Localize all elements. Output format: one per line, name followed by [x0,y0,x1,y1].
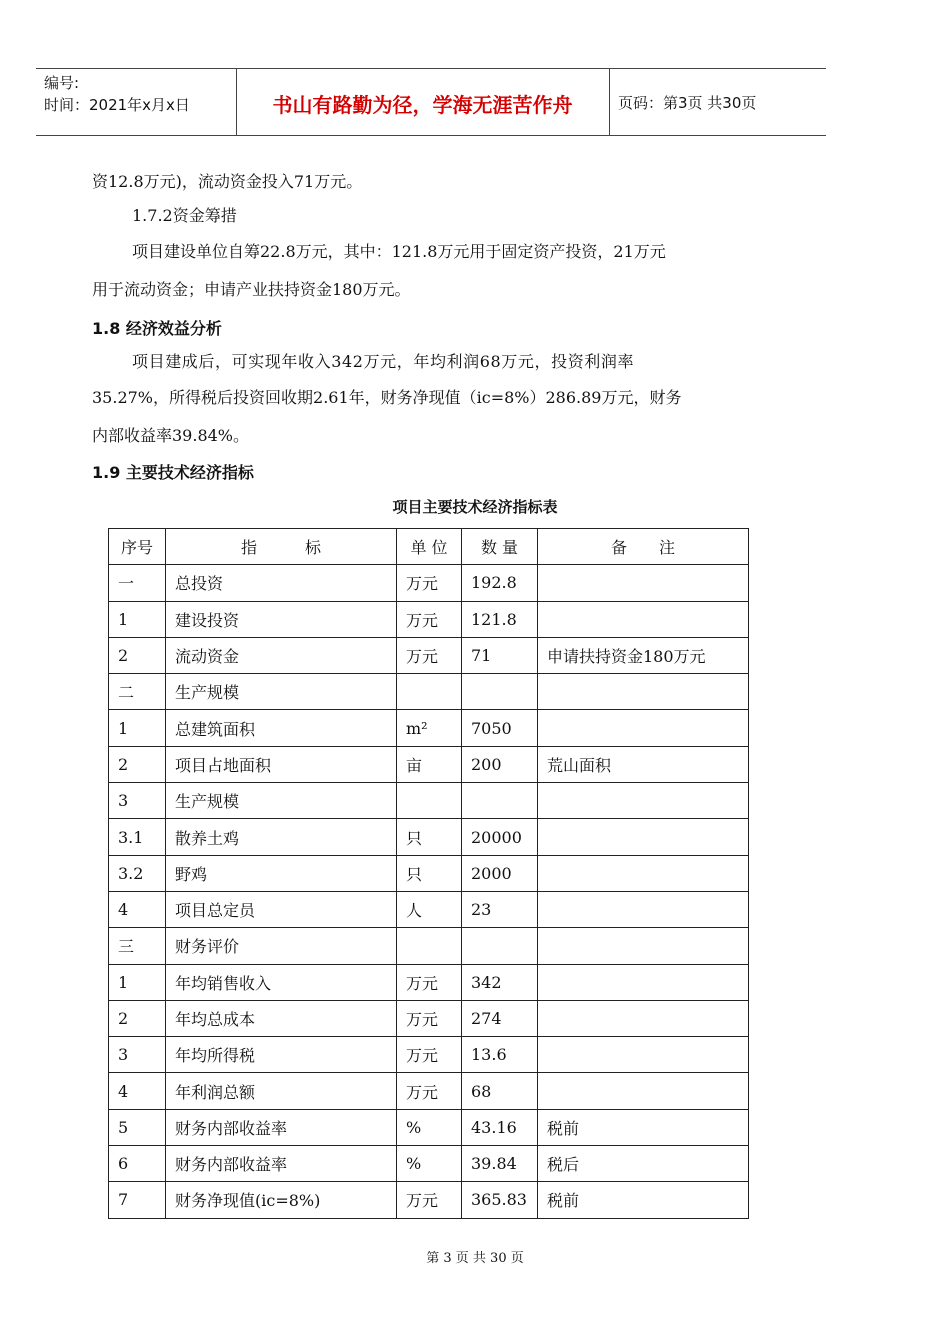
unit-cell: 万元 [397,565,462,601]
quantity-cell: 23 [462,891,538,927]
table-row [109,601,749,637]
quantity-cell [462,674,538,710]
indicator-cell: 项目总定员 [166,891,397,927]
indicator-cell: 生产规模 [166,783,397,819]
unit-cell: % [397,1109,462,1145]
header-top-rule [36,68,826,69]
table-row [109,746,749,782]
unit-cell: 万元 [397,637,462,673]
row-index-cell: 5 [109,1109,166,1145]
header-bottom-rule [36,135,826,136]
table-title: 项目主要技术经济指标表 [392,498,558,516]
row-index-cell: 6 [109,1146,166,1182]
unit-cell: % [397,1146,462,1182]
table-row [109,1073,749,1109]
unit-cell: 万元 [397,1000,462,1036]
table-header-row [109,529,749,565]
indicator-cell: 散养土鸡 [166,819,397,855]
row-index-cell: 1 [109,710,166,746]
indicator-cell: 财务评价 [166,928,397,964]
indicator-cell: 年均总成本 [166,1000,397,1036]
quantity-cell: 200 [462,746,538,782]
quantity-cell: 13.6 [462,1037,538,1073]
row-index-cell: 3.2 [109,855,166,891]
unit-cell: 万元 [397,1182,462,1218]
row-index-cell: 3 [109,1037,166,1073]
row-index-cell: 4 [109,1073,166,1109]
quantity-cell: 2000 [462,855,538,891]
header-motto: 书山有路勤为径，学海无涯苦作舟 [272,93,573,117]
unit-cell: 只 [397,819,462,855]
header-cell: 指 标 [166,529,397,565]
paragraph-line: 35.27%，所得税后投资回收期2.61年，财务净现值（ic=8%）286.89万元，财务 [92,388,682,407]
header-cell: 单 位 [397,529,462,565]
row-index-cell: 2 [109,637,166,673]
indicator-cell: 财务内部收益率 [166,1109,397,1145]
paragraph-line: 用于流动资金；申请产业扶持资金180万元。 [92,280,411,299]
section-subtitle: 1.7.2资金筹措 [132,206,237,225]
indicator-cell: 建设投资 [166,601,397,637]
remark-cell: 税后 [538,1146,749,1182]
remark-cell: 税前 [538,1109,749,1145]
table-row [109,1182,749,1218]
table-row [109,1109,749,1145]
header-meta [44,72,190,116]
remark-cell: 申请扶持资金180万元 [538,637,749,673]
indicator-cell: 总投资 [166,565,397,601]
table-row [109,674,749,710]
quantity-cell [462,928,538,964]
unit-cell: m² [397,710,462,746]
table-row [109,637,749,673]
header-cell: 备 注 [538,529,749,565]
section-heading: 1.8 经济效益分析 [92,319,222,338]
document-number: 编号: [44,74,80,92]
indicator-cell: 项目占地面积 [166,746,397,782]
row-index-cell: 1 [109,601,166,637]
indicator-cell: 年利润总额 [166,1073,397,1109]
quantity-cell: 43.16 [462,1109,538,1145]
unit-cell [397,674,462,710]
quantity-cell: 20000 [462,819,538,855]
header-cell: 序号 [109,529,166,565]
row-index-cell: 1 [109,964,166,1000]
quantity-cell: 68 [462,1073,538,1109]
quantity-cell [462,783,538,819]
table-row [109,1146,749,1182]
header-divider [609,68,610,136]
unit-cell: 只 [397,855,462,891]
quantity-cell: 365.83 [462,1182,538,1218]
indicator-cell: 总建筑面积 [166,710,397,746]
table-row [109,1000,749,1036]
indicator-cell: 财务净现值(ic=8%) [166,1182,397,1218]
remark-cell [538,928,749,964]
table-row [109,1037,749,1073]
table-row [109,819,749,855]
unit-cell: 万元 [397,601,462,637]
header-cell: 数 量 [462,529,538,565]
indicator-cell: 财务内部收益率 [166,1146,397,1182]
table-row [109,891,749,927]
document-time: 时间：2021年x月x日 [44,96,190,114]
unit-cell: 万元 [397,964,462,1000]
unit-cell: 亩 [397,746,462,782]
paragraph-line: 内部收益率39.84%。 [92,426,250,445]
section-heading: 1.9 主要技术经济指标 [92,463,254,482]
paragraph-line: 项目建设单位自筹22.8万元，其中：121.8万元用于固定资产投资，21万元 [132,242,666,261]
remark-cell [538,1073,749,1109]
unit-cell [397,928,462,964]
remark-cell [538,601,749,637]
row-index-cell: 2 [109,1000,166,1036]
remark-cell [538,891,749,927]
quantity-cell: 192.8 [462,565,538,601]
quantity-cell: 71 [462,637,538,673]
remark-cell [538,1000,749,1036]
indicator-cell: 流动资金 [166,637,397,673]
header-page-number: 页码：第3页 共30页 [618,94,757,112]
indicator-cell: 野鸡 [166,855,397,891]
row-index-cell: 二 [109,674,166,710]
remark-cell [538,1037,749,1073]
quantity-cell: 274 [462,1000,538,1036]
remark-cell: 荒山面积 [538,746,749,782]
remark-cell [538,819,749,855]
row-index-cell: 3.1 [109,819,166,855]
indicator-table [108,528,749,1219]
table-row [109,964,749,1000]
row-index-cell: 三 [109,928,166,964]
table-row [109,928,749,964]
remark-cell [538,855,749,891]
row-index-cell: 4 [109,891,166,927]
unit-cell [397,783,462,819]
page-footer: 第 3 页 共 30 页 [426,1251,524,1266]
paragraph-line: 项目建成后，可实现年收入342万元，年均利润68万元，投资利润率 [132,352,635,371]
quantity-cell: 342 [462,964,538,1000]
quantity-cell: 39.84 [462,1146,538,1182]
indicator-cell: 年均所得税 [166,1037,397,1073]
unit-cell: 万元 [397,1037,462,1073]
remark-cell [538,783,749,819]
remark-cell [538,565,749,601]
unit-cell: 人 [397,891,462,927]
row-index-cell: 2 [109,746,166,782]
quantity-cell: 121.8 [462,601,538,637]
row-index-cell: 7 [109,1182,166,1218]
indicator-cell: 生产规模 [166,674,397,710]
unit-cell: 万元 [397,1073,462,1109]
indicator-cell: 年均销售收入 [166,964,397,1000]
remark-cell [538,710,749,746]
remark-cell [538,674,749,710]
quantity-cell: 7050 [462,710,538,746]
row-index-cell: 一 [109,565,166,601]
table-row [109,783,749,819]
paragraph-line: 资12.8万元)，流动资金投入71万元。 [92,172,363,191]
table-row [109,565,749,601]
table-row [109,710,749,746]
remark-cell [538,964,749,1000]
row-index-cell: 3 [109,783,166,819]
table-row [109,855,749,891]
remark-cell: 税前 [538,1182,749,1218]
